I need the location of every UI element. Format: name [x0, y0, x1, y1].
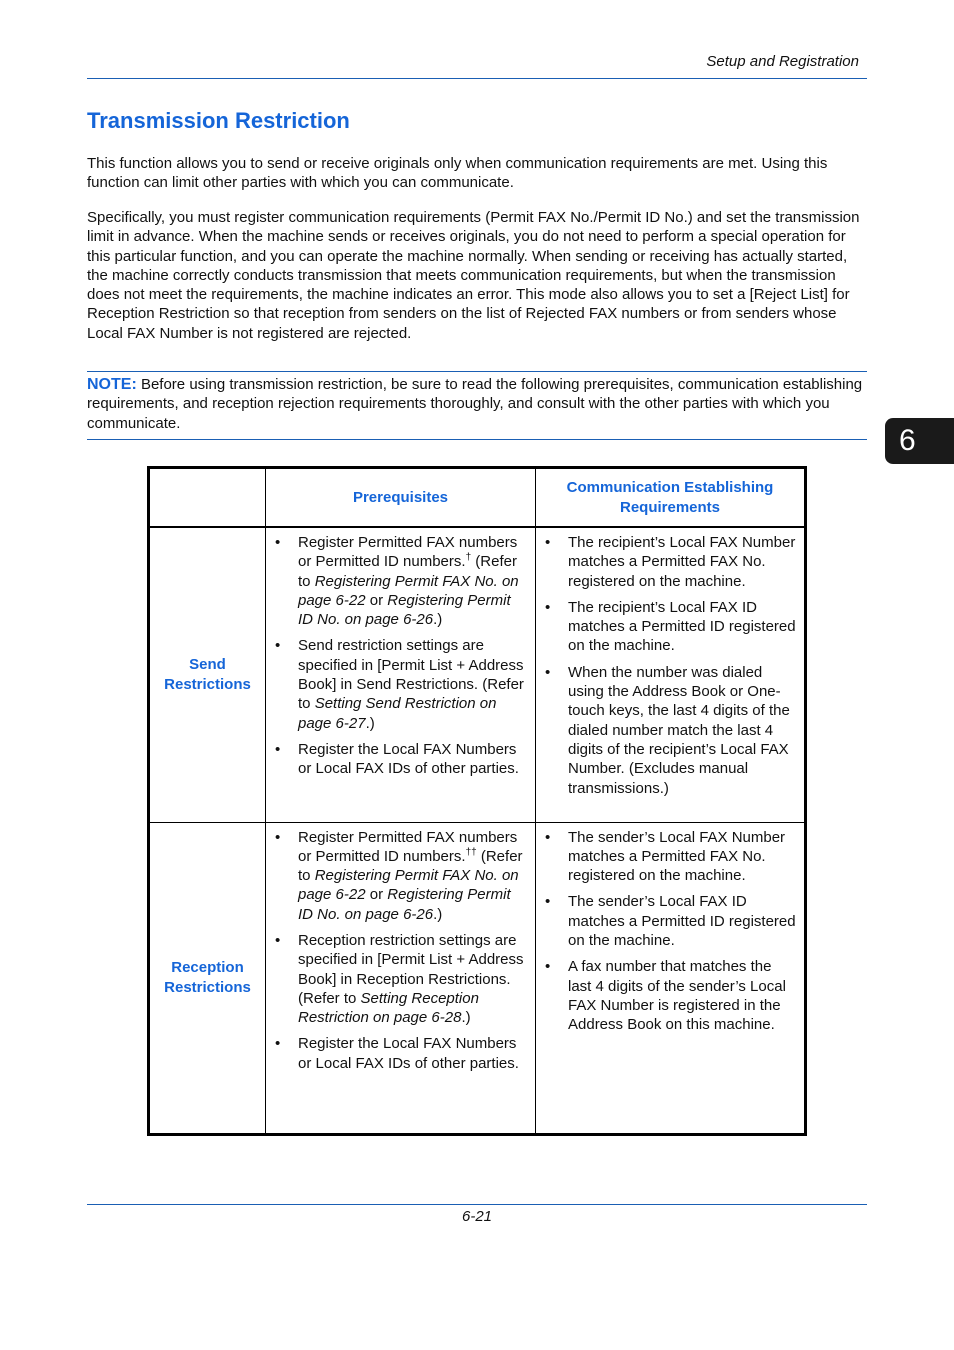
list-item: • Register Permitted FAX numbers or Permitted ID numbers.† (Refer to Registering Permit FAX No. on page 6-22 or Registering Permit ID No. on page 6-26.): [266, 533, 527, 629]
running-header: Setup and Registration: [706, 53, 859, 70]
reception-prerequisites-cell: [266, 822, 536, 1134]
send-prerequisites-cell: [266, 527, 536, 822]
list-item: • Send restriction settings are specified in [Permit List + Address Book] in Send Restrictions. (Refer to Setting Send Restriction on page 6-27.): [266, 636, 527, 732]
footer-rule: [87, 1204, 867, 1205]
header-requirements-text: Communication Establishing Requirements: [566, 479, 774, 516]
list-item: • Reception restriction settings are specified in [Permit List + Address Book] in Reception Restrictions. (Refer to Setting Reception Restriction on page 6-28.): [266, 931, 527, 1027]
page-title: Transmission Restriction: [87, 108, 350, 133]
list-item: • Register Permitted FAX numbers or Permitted ID numbers.†† (Refer to Registering Permit FAX No. on page 6-22 or Registering Permit ID No. on page 6-26.): [266, 828, 527, 924]
note-label: NOTE:: [87, 376, 137, 393]
row-label-reception: [149, 822, 266, 1134]
send-requirements-list: [536, 528, 804, 804]
header-prerequisites: Prerequisites: [266, 468, 536, 528]
details-paragraph: Specifically, you must register communication requirements (Permit FAX No./Permit ID No.) and set the transmission limit in advance. When the machine sends or receives originals, you do not need to perform a special operation for this particular function, and you can operate the machine normally. When sending or receiving has actually started, the machine correctly conducts transmission that meets communication requirements, but when the transmission does not meet the requirements, the machine indicates an error. This mode also allows you to set a [Reject List] for Reception Restriction so that reception from senders on the list of Rejected FAX numbers or from senders whose Local FAX Number is not registered are rejected.: [87, 209, 860, 342]
header-empty: [149, 468, 266, 528]
list-item: • The recipient’s Local FAX Number matches a Permitted FAX No. registered on the machine.: [536, 533, 796, 591]
note-bottom-rule: [87, 439, 867, 440]
table-row: [149, 527, 806, 822]
list-item: • The sender’s Local FAX Number matches a Permitted FAX No. registered on the machine.: [536, 828, 796, 886]
header-requirements: [536, 468, 806, 528]
list-item: • A fax number that matches the last 4 digits of the sender’s Local FAX Number is registered in the Address Book on this machine.: [536, 957, 796, 1034]
reception-prerequisites-list: [266, 823, 535, 1080]
note-top-rule: [87, 371, 867, 372]
intro-paragraph: This function allows you to send or receive originals only when communication requirements are met. Using this function can limit other parties with which you can communicate.: [87, 155, 828, 192]
page-number: 6-21: [461, 1208, 493, 1225]
restriction-table: [147, 466, 807, 1136]
row-label-reception-text: Reception Restrictions: [164, 959, 251, 996]
list-item: • When the number was dialed using the Address Book or One-touch keys, the last 4 digits of the dialed number match the last 4 digits of the recipient’s Local FAX Number. (Excludes manual transmissions.): [536, 663, 796, 798]
reception-requirements-list: [536, 823, 804, 1041]
reception-requirements-cell: [536, 822, 806, 1134]
table-header-row: [149, 468, 806, 528]
header-rule: [87, 78, 867, 79]
row-label-send: [149, 527, 266, 822]
row-label-send-text: Send Restrictions: [164, 656, 251, 693]
note-text: Before using transmission restriction, be sure to read the following prerequisites, communication establishing requirements, and reception rejection requirements thoroughly, and consult with the other parties with which you communicate.: [87, 376, 863, 432]
list-item: • The sender’s Local FAX ID matches a Permitted ID registered on the machine.: [536, 892, 796, 950]
list-item: • Register the Local FAX Numbers or Local FAX IDs of other parties.: [266, 1034, 527, 1073]
send-prerequisites-list: [266, 528, 535, 785]
chapter-tab: 6: [885, 418, 954, 464]
send-requirements-cell: [536, 527, 806, 822]
list-item: • The recipient’s Local FAX ID matches a Permitted ID registered on the machine.: [536, 598, 796, 656]
list-item: • Register the Local FAX Numbers or Local FAX IDs of other parties.: [266, 740, 527, 779]
note-block: [87, 375, 869, 433]
table-row: [149, 822, 806, 1134]
